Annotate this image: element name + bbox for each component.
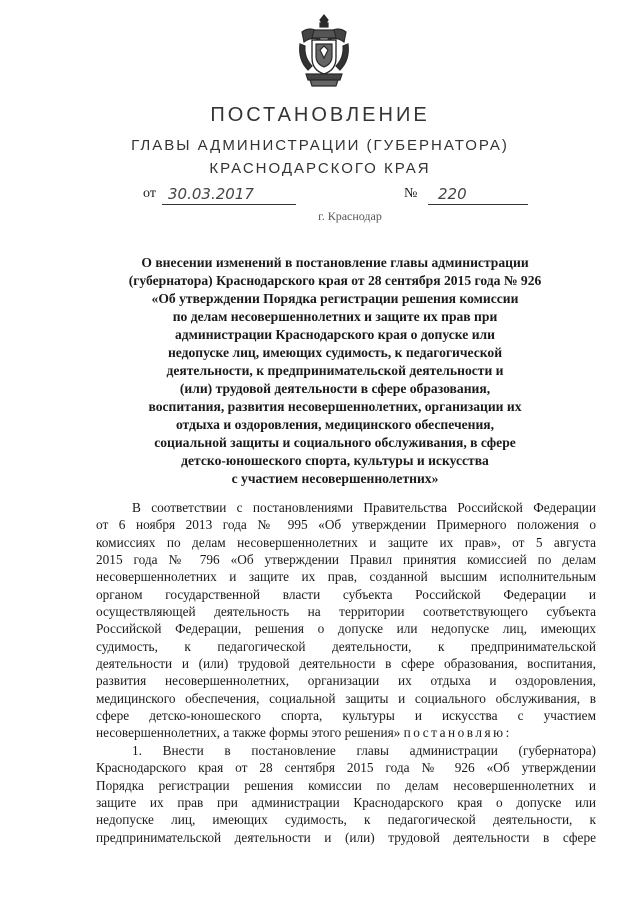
decree-word: постановляю: [403, 725, 512, 741]
number-value: 220 [428, 186, 528, 205]
body-line: 1. Внести в постановление главы администрации (губернатора) [132, 742, 596, 758]
body-line: медицинского обеспечения, социальной защиты и социального обслуживания, в [96, 690, 596, 706]
title-line: воспитания, развития несовершеннолетних, организации их [148, 399, 522, 414]
number-label: № [404, 186, 418, 201]
body-line: деятельности и (или) трудовой деятельности в сфере образования, воспитания, [96, 656, 596, 672]
body-line: развития несовершеннолетних, организации их отдыха и оздоровления, [96, 673, 596, 689]
body-line: недопуске лиц, имеющих судимость, к педагогической деятельности, к [96, 812, 596, 828]
date-value: 30.03.2017 [162, 186, 296, 205]
title-line: (губернатора) Краснодарского края от 28 сентября 2015 года № 926 [128, 273, 542, 288]
coat-of-arms-icon [296, 14, 352, 88]
body-line: комиссиях по делам несовершеннолетних и защите их прав», от 5 августа [96, 534, 596, 550]
body-line: от 6 ноября 2013 года № 995 «Об утверждении Примерного положения о [96, 517, 596, 533]
title-line: «Об утверждении Порядка регистрации решения комиссии [151, 291, 519, 306]
date-label: от [143, 186, 156, 201]
document-type-heading: ПОСТАНОВЛЕНИЕ [210, 104, 430, 126]
body-line: 2015 года № 796 «Об утверждении Правил принятия комиссией по делам [96, 552, 596, 568]
body-line: органом государственной власти субъекта Российской Федерации и [96, 586, 596, 602]
title-line: по делам несовершеннолетних и защите их прав при [172, 309, 498, 324]
authority-heading-line2: КРАСНОДАРСКОГО КРАЯ [209, 160, 431, 177]
title-line: социальной защиты и социального обслуживания, в сфере [154, 435, 516, 450]
body-line: защите их прав при администрации Краснодарского края о допуске или [96, 794, 596, 810]
body-line: предпринимательской деятельности и (или) трудовой деятельности в сфере [96, 829, 596, 845]
title-line: детско-юношеского спорта, культуры и искусства [181, 453, 489, 468]
decree-body [96, 499, 596, 846]
body-line: несовершеннолетних и защите их прав, созданной высшим исполнительным [96, 569, 596, 585]
body-line: несовершеннолетних, а также формы этого решения» [96, 725, 401, 741]
authority-heading-line1: ГЛАВЫ АДМИНИСТРАЦИИ (ГУБЕРНАТОРА) [131, 137, 509, 154]
body-line: Краснодарского края от 28 сентября 2015 года № 926 «Об утверждении [96, 760, 596, 776]
body-line-with-decree [96, 724, 596, 741]
title-line: деятельности, к предпринимательской деятельности и [166, 363, 504, 378]
body-line: В соответствии с постановлениями Правительства Российской Федерации [132, 500, 596, 515]
title-line: отдыха и оздоровления, медицинского обеспечения, [175, 417, 495, 432]
decree-title [95, 254, 575, 488]
body-line: судимость, к педагогической деятельности, к предпринимательской [96, 638, 596, 654]
title-line: недопуске лиц, имеющих судимость, к педагогической [167, 345, 503, 360]
body-line: осуществляющей деятельность на территории соответствующего субъекта [96, 604, 596, 620]
title-line: (или) трудовой деятельности в сфере образования, [179, 381, 491, 396]
title-line: с участием несовершеннолетних» [231, 471, 439, 486]
title-line: О внесении изменений в постановление главы администрации [141, 255, 529, 270]
title-line: администрации Краснодарского края о допуске или [174, 327, 496, 342]
city-label: г. Краснодар [318, 209, 382, 223]
body-line: Порядка регистрации решения комиссии по делам несовершеннолетних и [96, 777, 596, 793]
body-line: Российской Федерации, решения о допуске или недопуске лиц, имеющих [96, 621, 596, 637]
body-line: сфере детско-юношеского спорта, культуры и искусства с участием [96, 708, 596, 724]
